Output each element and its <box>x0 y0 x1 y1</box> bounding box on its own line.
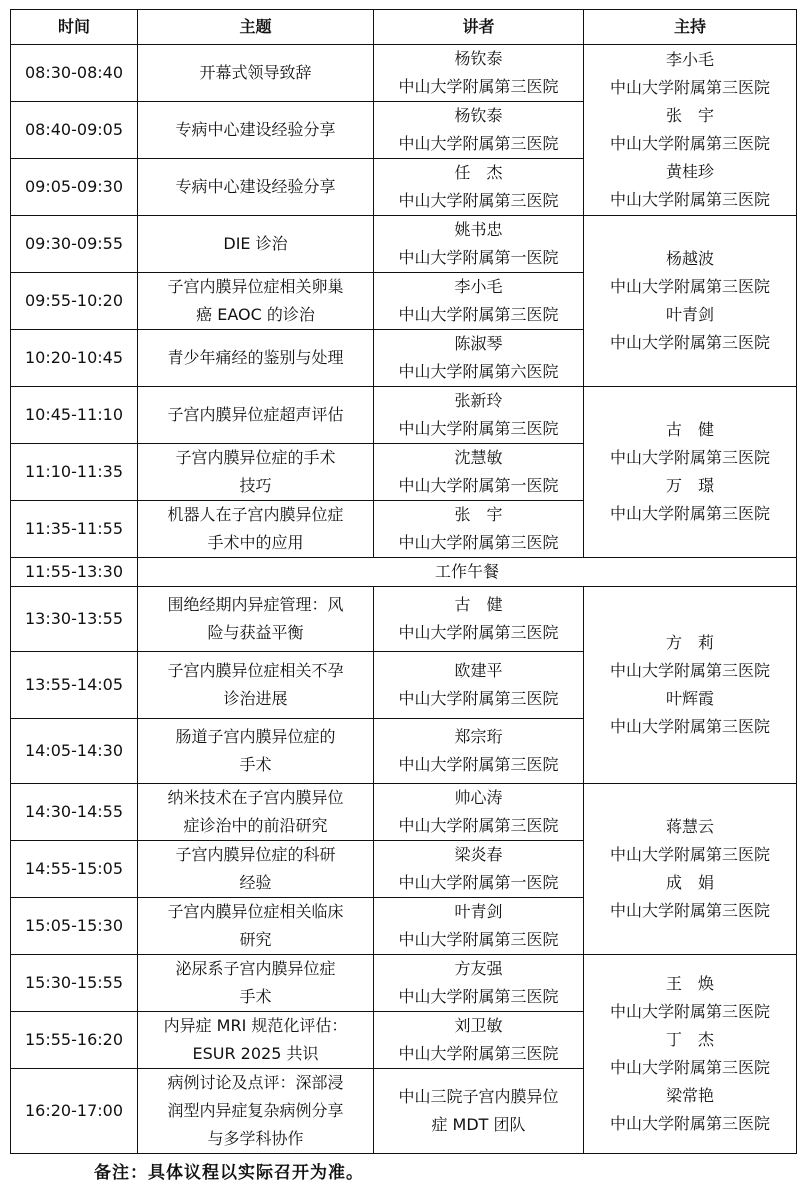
speaker-line: 中山大学附属第三医院 <box>398 134 559 153</box>
header-row <box>11 10 797 45</box>
host-line: 中山大学附属第三医院 <box>609 504 770 523</box>
host-cell <box>584 45 797 216</box>
time-cell: 09:05-09:30 <box>11 159 138 216</box>
topic-cell <box>138 841 374 898</box>
speaker-cell <box>374 273 584 330</box>
time-cell: 08:40-09:05 <box>11 102 138 159</box>
topic-line: 癌 EAOC 的诊治 <box>196 305 315 324</box>
lunch-row <box>11 558 797 587</box>
host-line: 叶辉霞 <box>665 689 714 708</box>
speaker-cell <box>374 1069 584 1154</box>
host-line: 中山大学附属第三医院 <box>609 1058 770 1077</box>
topic-line: 子宫内膜异位症相关不孕 <box>167 661 344 680</box>
host-line: 中山大学附属第三医院 <box>609 277 770 296</box>
topic-line: 手术中的应用 <box>207 533 304 552</box>
topic-line: 症诊治中的前沿研究 <box>183 816 328 835</box>
speaker-line: 中山大学附属第三医院 <box>398 689 559 708</box>
table-row <box>11 784 797 841</box>
time-cell: 15:55-16:20 <box>11 1012 138 1069</box>
host-line: 张 宇 <box>665 106 714 125</box>
host-line: 中山大学附属第三医院 <box>609 134 770 153</box>
host-line: 方 莉 <box>665 633 714 652</box>
time-cell: 15:05-15:30 <box>11 898 138 955</box>
topic-cell <box>138 273 374 330</box>
topic-cell <box>138 216 374 273</box>
host-line: 中山大学附属第三医院 <box>609 190 770 209</box>
topic-line: 纳米技术在子宫内膜异位 <box>167 788 344 807</box>
host-line: 杨越波 <box>665 249 714 268</box>
topic-line: 润型内异症复杂病例分享 <box>167 1101 344 1120</box>
topic-cell <box>138 330 374 387</box>
topic-line: 子宫内膜异位症的手术 <box>175 448 336 467</box>
host-line: 蒋慧云 <box>665 817 714 836</box>
speaker-line: 中山大学附属第一医院 <box>398 248 559 267</box>
time-cell: 14:55-15:05 <box>11 841 138 898</box>
speaker-line: 郑宗珩 <box>454 727 503 746</box>
speaker-cell <box>374 45 584 102</box>
agenda-body <box>11 45 797 1154</box>
topic-cell <box>138 102 374 159</box>
time-cell: 08:30-08:40 <box>11 45 138 102</box>
topic-line: 开幕式领导致辞 <box>199 63 312 82</box>
speaker-line: 中山大学附属第三医院 <box>398 755 559 774</box>
topic-line: 子宫内膜异位症相关卵巢 <box>167 277 344 296</box>
speaker-line: 张新玲 <box>454 391 503 410</box>
speaker-line: 中山大学附属第三医院 <box>398 305 559 324</box>
topic-cell <box>138 719 374 784</box>
speaker-cell <box>374 898 584 955</box>
host-line: 中山大学附属第三医院 <box>609 1002 770 1021</box>
lunch-label-cell: 工作午餐 <box>138 558 797 587</box>
speaker-cell <box>374 387 584 444</box>
speaker-line: 叶青剑 <box>454 902 503 921</box>
table-row <box>11 955 797 1012</box>
speaker-line: 杨钦泰 <box>454 49 503 68</box>
speaker-line: 欧建平 <box>454 661 503 680</box>
speaker-line: 中山大学附属第一医院 <box>398 873 559 892</box>
speaker-line: 杨钦泰 <box>454 106 503 125</box>
speaker-line: 中山大学附属第三医院 <box>398 191 559 210</box>
topic-line: 子宫内膜异位症超声评估 <box>167 405 344 424</box>
topic-line: 肠道子宫内膜异位症的 <box>175 727 336 746</box>
topic-line: 子宫内膜异位症的科研 <box>175 845 336 864</box>
speaker-line: 张 宇 <box>454 505 503 524</box>
header-host: 主持 <box>584 10 797 45</box>
time-cell: 13:30-13:55 <box>11 587 138 652</box>
speaker-line: 中山大学附属第三医院 <box>398 987 559 1006</box>
host-line: 叶青剑 <box>665 305 714 324</box>
host-line: 成 娟 <box>665 873 714 892</box>
speaker-cell <box>374 719 584 784</box>
table-row <box>11 587 797 652</box>
host-line: 中山大学附属第三医院 <box>609 661 770 680</box>
speaker-line: 中山三院子宫内膜异位 <box>398 1087 559 1106</box>
host-line: 梁常艳 <box>665 1086 714 1105</box>
time-cell: 11:35-11:55 <box>11 501 138 558</box>
host-line: 黄桂珍 <box>665 162 714 181</box>
host-cell <box>584 955 797 1154</box>
speaker-cell <box>374 841 584 898</box>
host-line: 中山大学附属第三医院 <box>609 901 770 920</box>
topic-cell <box>138 784 374 841</box>
speaker-cell <box>374 587 584 652</box>
time-cell: 09:30-09:55 <box>11 216 138 273</box>
speaker-line: 古 健 <box>454 595 503 614</box>
speaker-cell <box>374 102 584 159</box>
header-time: 时间 <box>11 10 138 45</box>
topic-line: 与多学科协作 <box>207 1129 304 1148</box>
host-cell <box>584 387 797 558</box>
speaker-cell <box>374 216 584 273</box>
speaker-line: 中山大学附属第三医院 <box>398 1044 559 1063</box>
topic-line: 病例讨论及点评：深部浸 <box>167 1073 344 1092</box>
lunch-time-cell: 11:55-13:30 <box>11 558 138 587</box>
speaker-line: 帅心涛 <box>454 788 503 807</box>
topic-line: 围绝经期内异症管理：风 <box>167 595 344 614</box>
speaker-line: 梁炎春 <box>454 845 503 864</box>
topic-line: 技巧 <box>239 476 272 495</box>
host-line: 丁 杰 <box>665 1030 714 1049</box>
time-cell: 10:45-11:10 <box>11 387 138 444</box>
topic-line: 专病中心建设经验分享 <box>175 120 336 139</box>
speaker-cell <box>374 652 584 719</box>
footnote: 备注：具体议程以实际召开为准。 <box>94 1163 364 1183</box>
table-row <box>11 216 797 273</box>
topic-cell <box>138 387 374 444</box>
topic-line: 手术 <box>239 755 272 774</box>
host-line: 古 健 <box>665 420 714 439</box>
speaker-line: 任 杰 <box>454 163 503 182</box>
topic-line: 诊治进展 <box>223 689 288 708</box>
topic-cell <box>138 1069 374 1154</box>
speaker-line: 中山大学附属第三医院 <box>398 930 559 949</box>
speaker-line: 中山大学附属第三医院 <box>398 533 559 552</box>
speaker-line: 中山大学附属第三医院 <box>398 623 559 642</box>
topic-cell <box>138 1012 374 1069</box>
speaker-cell <box>374 501 584 558</box>
time-cell: 14:05-14:30 <box>11 719 138 784</box>
topic-cell <box>138 955 374 1012</box>
speaker-line: 陈淑琴 <box>454 334 503 353</box>
topic-cell <box>138 898 374 955</box>
host-line: 中山大学附属第三医院 <box>609 78 770 97</box>
speaker-line: 方友强 <box>454 959 503 978</box>
speaker-line: 中山大学附属第三医院 <box>398 816 559 835</box>
header-topic: 主题 <box>138 10 374 45</box>
topic-cell <box>138 501 374 558</box>
host-line: 中山大学附属第三医院 <box>609 1114 770 1133</box>
time-cell: 14:30-14:55 <box>11 784 138 841</box>
topic-line: DIE 诊治 <box>223 234 288 253</box>
topic-line: 手术 <box>239 987 272 1006</box>
topic-cell <box>138 444 374 501</box>
topic-line: 经验 <box>239 873 272 892</box>
header-speaker: 讲者 <box>374 10 584 45</box>
topic-line: 泌尿系子宫内膜异位症 <box>175 959 336 978</box>
topic-cell <box>138 652 374 719</box>
speaker-line: 中山大学附属第六医院 <box>398 362 559 381</box>
speaker-line: 李小毛 <box>454 277 503 296</box>
topic-cell <box>138 45 374 102</box>
topic-line: 内异症 MRI 规范化评估： <box>163 1016 348 1035</box>
host-line: 万 璟 <box>665 476 714 495</box>
speaker-line: 中山大学附属第三医院 <box>398 77 559 96</box>
table-row <box>11 387 797 444</box>
host-line: 中山大学附属第三医院 <box>609 333 770 352</box>
speaker-line: 症 MDT 团队 <box>431 1115 526 1134</box>
speaker-line: 沈慧敏 <box>454 448 503 467</box>
topic-line: 子宫内膜异位症相关临床 <box>167 902 344 921</box>
time-cell: 11:10-11:35 <box>11 444 138 501</box>
speaker-cell <box>374 1012 584 1069</box>
topic-cell <box>138 159 374 216</box>
speaker-line: 刘卫敏 <box>454 1016 503 1035</box>
table-row <box>11 45 797 102</box>
speaker-cell <box>374 330 584 387</box>
speaker-cell <box>374 784 584 841</box>
topic-line: 青少年痛经的鉴别与处理 <box>167 348 344 367</box>
host-line: 中山大学附属第三医院 <box>609 717 770 736</box>
host-cell <box>584 587 797 784</box>
topic-cell <box>138 587 374 652</box>
host-cell <box>584 784 797 955</box>
speaker-line: 姚书忠 <box>454 220 503 239</box>
speaker-cell <box>374 955 584 1012</box>
speaker-cell <box>374 444 584 501</box>
time-cell: 15:30-15:55 <box>11 955 138 1012</box>
topic-line: 研究 <box>239 930 272 949</box>
time-cell: 16:20-17:00 <box>11 1069 138 1154</box>
time-cell: 13:55-14:05 <box>11 652 138 719</box>
host-line: 王 焕 <box>665 974 714 993</box>
topic-line: 专病中心建设经验分享 <box>175 177 336 196</box>
speaker-line: 中山大学附属第三医院 <box>398 419 559 438</box>
host-cell <box>584 216 797 387</box>
speaker-cell <box>374 159 584 216</box>
host-line: 李小毛 <box>665 50 714 69</box>
speaker-line: 中山大学附属第一医院 <box>398 476 559 495</box>
time-cell: 09:55-10:20 <box>11 273 138 330</box>
host-line: 中山大学附属第三医院 <box>609 845 770 864</box>
time-cell: 10:20-10:45 <box>11 330 138 387</box>
agenda-table <box>10 9 797 1154</box>
topic-line: 机器人在子宫内膜异位症 <box>167 505 344 524</box>
host-line: 中山大学附属第三医院 <box>609 448 770 467</box>
topic-line: ESUR 2025 共识 <box>192 1044 319 1063</box>
topic-line: 险与获益平衡 <box>207 623 304 642</box>
